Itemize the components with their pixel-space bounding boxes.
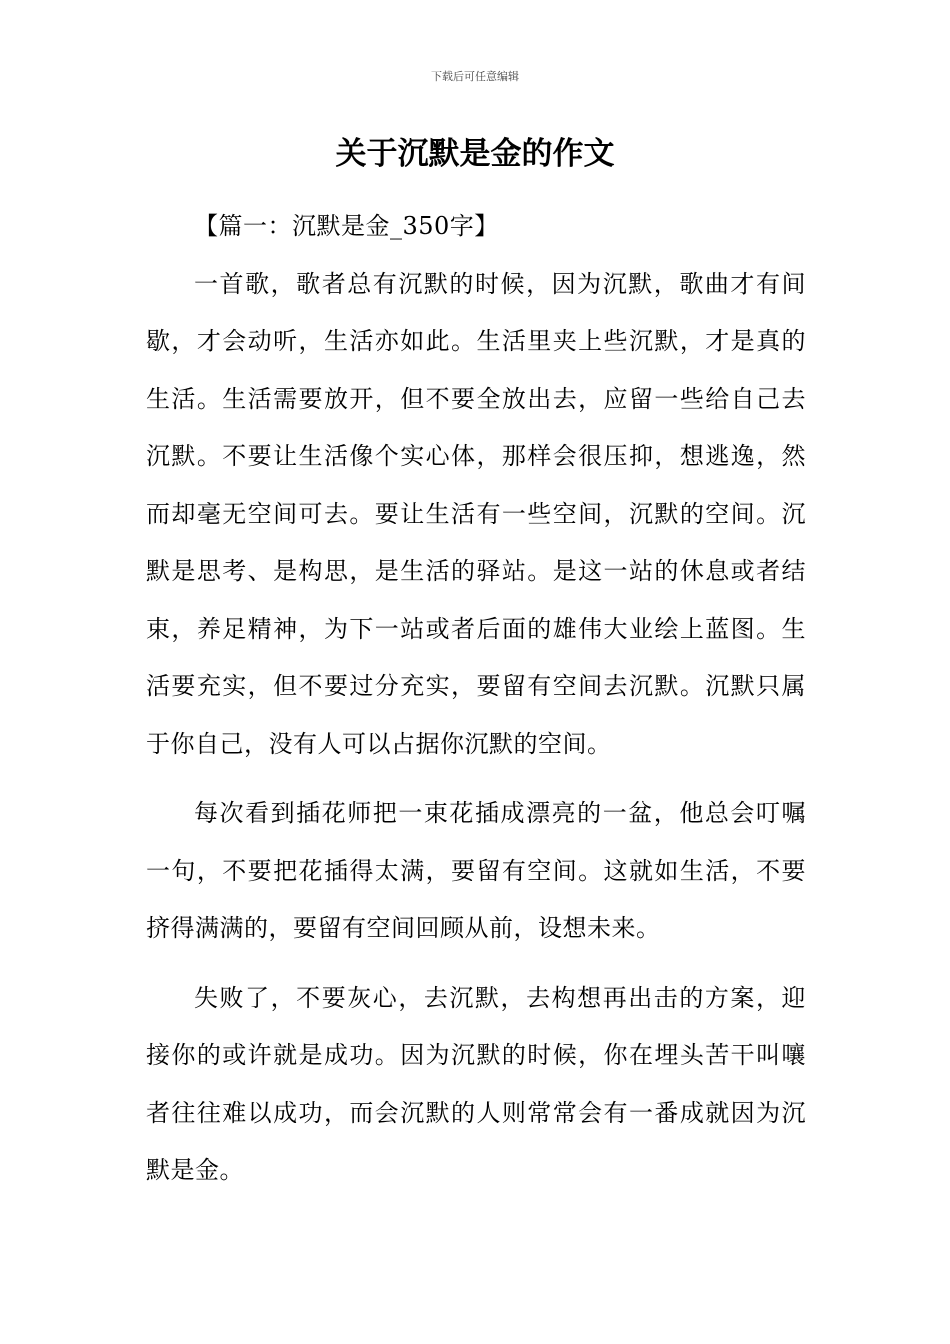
body-paragraph: 每次看到插花师把一束花插成漂亮的一盆，他总会叮嘱一句，不要把花插得太满，要留有空间。这就如生活，不要挤得满满的，要留有空间回顾从前，设想未来。 (146, 799, 806, 942)
document-body (146, 198, 806, 1200)
header-note: 下载后可任意编辑 (431, 70, 519, 83)
body-paragraph: 失败了，不要灰心，去沉默，去构想再出击的方案，迎接你的或许就是成功。因为沉默的时候，你在埋头苦干叫嚷者往往难以成功，而会沉默的人则常常会有一番成就因为沉默是金。 (146, 983, 806, 1184)
body-paragraph: 一首歌，歌者总有沉默的时候，因为沉默，歌曲才有间歇，才会动听，生活亦如此。生活里夹上些沉默，才是真的生活。生活需要放开，但不要全放出去，应留一些给自己去沉默。不要让生活像个实心体，那样会很压抑，想逃逸，然而却毫无空间可去。要让生活有一些空间，沉默的空间。沉默是思考、是构思，是生活的驿站。是这一站的休息或者结束，养足精神，为下一站或者后面的雄伟大业绘上蓝图。生活要充实，但不要过分充实，要留有空间去沉默。沉默只属于你自己，没有人可以占据你沉默的空间。 (146, 269, 806, 758)
section-heading: 【篇一：沉默是金_350字】 (194, 212, 499, 240)
document-title: 关于沉默是金的作文 (335, 136, 615, 172)
